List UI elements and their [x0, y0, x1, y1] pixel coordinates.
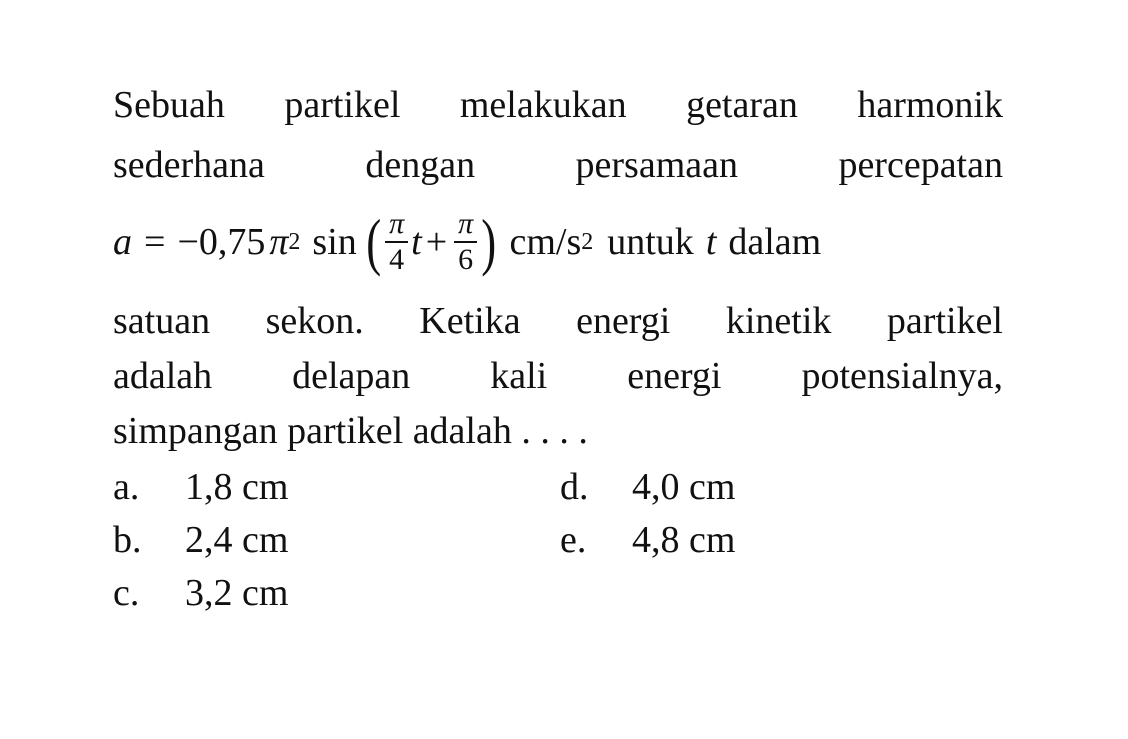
formula-equals: = — [144, 221, 166, 263]
formula-open-paren: ( — [365, 206, 381, 277]
word: percepatan — [838, 144, 1003, 186]
option-letter: e. — [560, 519, 587, 561]
option-letter: b. — [113, 519, 142, 561]
formula-pi: π — [269, 221, 289, 263]
word: persamaan — [575, 144, 738, 186]
word: getaran — [686, 84, 798, 126]
word: adalah — [113, 355, 213, 397]
option-text: 3,2 cm — [185, 572, 289, 614]
word: satuan — [113, 300, 211, 342]
option-text: 2,4 cm — [185, 519, 289, 561]
option-e[interactable] — [560, 521, 735, 559]
question-line-1 — [113, 86, 1003, 124]
formula-word-dalam: dalam — [728, 221, 822, 263]
fraction-2-numerator: π — [454, 209, 477, 243]
option-letter: a. — [113, 466, 140, 508]
option-text: 4,8 cm — [632, 519, 736, 561]
acceleration-formula: a = −0,75 π 2 sin ( $\frac{\pi}{4}$ t + $\frac{\pi}{6}$ ) cm/s 2 untuk t dalam — [113, 206, 822, 277]
fraction-2-denominator: 6 — [458, 243, 474, 276]
word: energi — [576, 300, 671, 342]
formula-close-paren: ) — [481, 206, 497, 277]
formula-unit: cm/s — [509, 221, 582, 263]
option-letter: c. — [113, 572, 140, 614]
option-b[interactable] — [113, 521, 288, 559]
option-c[interactable] — [113, 574, 288, 612]
question-line-4 — [113, 302, 1003, 340]
formula-fraction-2 — [454, 209, 477, 275]
option-letter: d. — [560, 466, 589, 508]
formula-plus: + — [425, 221, 448, 263]
word: sekon. — [265, 300, 364, 342]
word: potensialnya, — [801, 355, 1003, 397]
formula-coefficient: −0,75 — [177, 221, 266, 263]
fraction-1-numerator: π — [385, 209, 408, 243]
word: Ketika — [419, 300, 521, 342]
word: energi — [627, 355, 722, 397]
option-text: 4,0 cm — [632, 466, 736, 508]
formula-var-a: a — [113, 221, 132, 263]
formula-fraction-1 — [385, 209, 408, 275]
word: partikel — [886, 300, 1003, 342]
formula-word-untuk: untuk — [607, 221, 694, 263]
question-line-5 — [113, 357, 1003, 395]
question-line-2 — [113, 146, 1003, 184]
word: Sebuah — [113, 84, 225, 126]
fraction-1-denominator: 4 — [389, 243, 405, 276]
formula-t: t — [411, 221, 422, 263]
option-d[interactable] — [560, 468, 735, 506]
word: melakukan — [459, 84, 627, 126]
question-line-6: simpangan partikel adalah . . . . — [113, 410, 588, 452]
formula-sin: sin — [312, 221, 357, 263]
word: partikel — [284, 84, 401, 126]
formula-t-variable: t — [705, 221, 717, 263]
option-text: 1,8 cm — [185, 466, 289, 508]
option-a[interactable] — [113, 468, 288, 506]
word: dengan — [365, 144, 476, 186]
word: kinetik — [725, 300, 832, 342]
word: kali — [490, 355, 548, 397]
word: harmonik — [857, 84, 1003, 126]
word: sederhana — [113, 144, 265, 186]
word: delapan — [292, 355, 411, 397]
